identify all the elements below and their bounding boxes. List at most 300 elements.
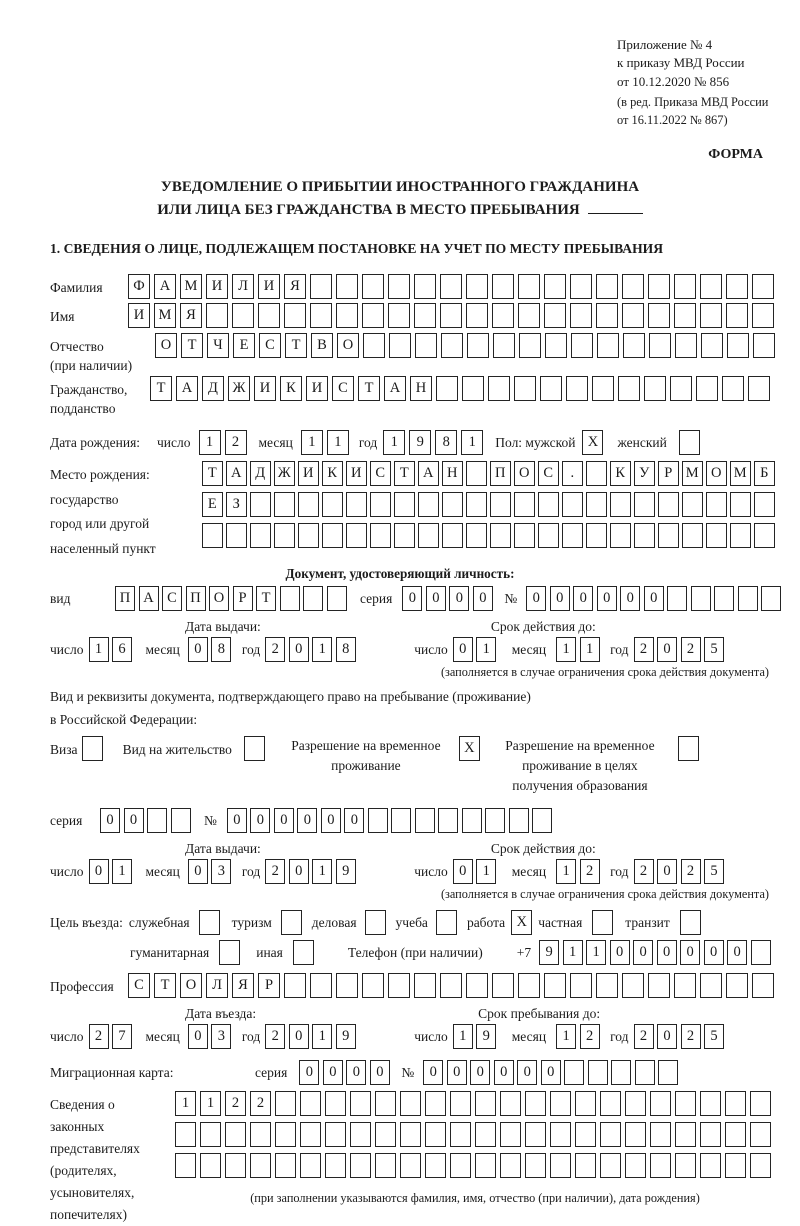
char-cell[interactable]: С	[332, 376, 354, 401]
char-cell[interactable]	[564, 1060, 584, 1085]
char-cell[interactable]	[550, 1091, 571, 1116]
char-cell[interactable]	[250, 1153, 271, 1178]
char-cell[interactable]	[650, 1122, 671, 1147]
char-cell[interactable]	[325, 1091, 346, 1116]
char-cell[interactable]: 0	[470, 1060, 490, 1085]
char-cell[interactable]: 2	[89, 1024, 109, 1049]
char-cell[interactable]	[425, 1122, 446, 1147]
char-cell[interactable]: 0	[188, 1024, 208, 1049]
char-cell[interactable]: 1	[312, 1024, 332, 1049]
char-cell[interactable]	[570, 303, 592, 328]
char-cell[interactable]	[596, 973, 618, 998]
char-cell[interactable]: У	[634, 461, 655, 486]
char-cell[interactable]	[674, 973, 696, 998]
char-cell[interactable]	[682, 523, 703, 548]
char-cell[interactable]	[415, 333, 437, 358]
char-cell[interactable]	[623, 333, 645, 358]
char-cell[interactable]	[298, 492, 319, 517]
char-cell[interactable]: Т	[154, 973, 176, 998]
char-cell[interactable]	[650, 1153, 671, 1178]
char-cell[interactable]: 0	[526, 586, 546, 611]
char-cell[interactable]: И	[128, 303, 150, 328]
char-cell[interactable]	[586, 461, 607, 486]
char-cell[interactable]	[525, 1122, 546, 1147]
char-cell[interactable]	[675, 1091, 696, 1116]
char-cell[interactable]	[706, 523, 727, 548]
char-cell[interactable]	[648, 973, 670, 998]
char-cell[interactable]	[492, 274, 514, 299]
char-cell[interactable]	[600, 1122, 621, 1147]
char-cell[interactable]: 2	[225, 430, 247, 455]
char-cell[interactable]: Я	[232, 973, 254, 998]
char-cell[interactable]	[250, 1122, 271, 1147]
char-cell[interactable]: П	[115, 586, 135, 611]
char-cell[interactable]	[570, 973, 592, 998]
char-cell[interactable]	[700, 1122, 721, 1147]
char-cell[interactable]: 1	[556, 859, 576, 884]
char-cell[interactable]: 0	[644, 586, 664, 611]
char-cell[interactable]	[730, 523, 751, 548]
char-cell[interactable]: 5	[704, 1024, 724, 1049]
char-cell[interactable]	[575, 1122, 596, 1147]
char-cell[interactable]	[462, 808, 482, 833]
purpose-study-checkbox[interactable]	[436, 910, 457, 935]
char-cell[interactable]	[752, 303, 774, 328]
char-cell[interactable]	[586, 492, 607, 517]
char-cell[interactable]	[450, 1091, 471, 1116]
char-cell[interactable]: Е	[202, 492, 223, 517]
purpose-business-checkbox[interactable]	[365, 910, 386, 935]
char-cell[interactable]: М	[682, 461, 703, 486]
char-cell[interactable]	[171, 808, 191, 833]
visa-checkbox[interactable]	[82, 736, 103, 761]
char-cell[interactable]: 0	[620, 586, 640, 611]
char-cell[interactable]	[232, 303, 254, 328]
char-cell[interactable]: 0	[299, 1060, 319, 1085]
char-cell[interactable]: И	[206, 274, 228, 299]
char-cell[interactable]	[586, 523, 607, 548]
char-cell[interactable]: И	[298, 461, 319, 486]
char-cell[interactable]	[625, 1153, 646, 1178]
char-cell[interactable]: 1	[175, 1091, 196, 1116]
char-cell[interactable]: 1	[312, 859, 332, 884]
char-cell[interactable]	[492, 303, 514, 328]
char-cell[interactable]	[500, 1153, 521, 1178]
char-cell[interactable]: Т	[394, 461, 415, 486]
char-cell[interactable]	[562, 523, 583, 548]
char-cell[interactable]: 7	[112, 1024, 132, 1049]
char-cell[interactable]	[682, 492, 703, 517]
char-cell[interactable]: Н	[410, 376, 432, 401]
char-cell[interactable]: 1	[312, 637, 332, 662]
char-cell[interactable]	[725, 1153, 746, 1178]
char-cell[interactable]	[575, 1153, 596, 1178]
char-cell[interactable]: А	[418, 461, 439, 486]
char-cell[interactable]	[667, 586, 687, 611]
char-cell[interactable]	[206, 303, 228, 328]
char-cell[interactable]	[634, 523, 655, 548]
char-cell[interactable]: 0	[297, 808, 317, 833]
char-cell[interactable]	[519, 333, 541, 358]
char-cell[interactable]: 0	[124, 808, 144, 833]
char-cell[interactable]: 1	[563, 940, 583, 965]
char-cell[interactable]	[550, 1153, 571, 1178]
char-cell[interactable]: 0	[449, 586, 469, 611]
char-cell[interactable]	[634, 492, 655, 517]
char-cell[interactable]: 1	[89, 637, 109, 662]
char-cell[interactable]: Т	[256, 586, 276, 611]
char-cell[interactable]	[514, 376, 536, 401]
char-cell[interactable]: 6	[112, 637, 132, 662]
char-cell[interactable]	[375, 1122, 396, 1147]
char-cell[interactable]	[544, 303, 566, 328]
purpose-other-checkbox[interactable]	[293, 940, 314, 965]
char-cell[interactable]: Б	[754, 461, 775, 486]
char-cell[interactable]: 9	[336, 859, 356, 884]
char-cell[interactable]	[362, 274, 384, 299]
char-cell[interactable]	[440, 303, 462, 328]
char-cell[interactable]	[618, 376, 640, 401]
char-cell[interactable]: С	[259, 333, 281, 358]
char-cell[interactable]	[368, 808, 388, 833]
char-cell[interactable]	[438, 808, 458, 833]
char-cell[interactable]	[611, 1060, 631, 1085]
char-cell[interactable]: Т	[150, 376, 172, 401]
char-cell[interactable]: Я	[180, 303, 202, 328]
char-cell[interactable]: 2	[580, 1024, 600, 1049]
char-cell[interactable]: 0	[289, 1024, 309, 1049]
char-cell[interactable]: 0	[550, 586, 570, 611]
char-cell[interactable]	[336, 274, 358, 299]
char-cell[interactable]	[701, 333, 723, 358]
purpose-humanitarian-checkbox[interactable]	[219, 940, 240, 965]
char-cell[interactable]	[274, 492, 295, 517]
char-cell[interactable]: И	[346, 461, 367, 486]
char-cell[interactable]	[490, 492, 511, 517]
char-cell[interactable]	[730, 492, 751, 517]
char-cell[interactable]: 1	[112, 859, 132, 884]
sex-female-checkbox[interactable]	[679, 430, 700, 455]
char-cell[interactable]: А	[176, 376, 198, 401]
char-cell[interactable]: О	[514, 461, 535, 486]
char-cell[interactable]	[466, 461, 487, 486]
char-cell[interactable]: 1	[476, 637, 496, 662]
char-cell[interactable]: 0	[657, 637, 677, 662]
char-cell[interactable]	[327, 586, 347, 611]
char-cell[interactable]: И	[306, 376, 328, 401]
char-cell[interactable]	[500, 1091, 521, 1116]
char-cell[interactable]: С	[162, 586, 182, 611]
char-cell[interactable]	[752, 274, 774, 299]
char-cell[interactable]	[310, 303, 332, 328]
char-cell[interactable]	[625, 1091, 646, 1116]
char-cell[interactable]	[532, 808, 552, 833]
char-cell[interactable]	[538, 492, 559, 517]
char-cell[interactable]	[298, 523, 319, 548]
char-cell[interactable]	[300, 1122, 321, 1147]
char-cell[interactable]	[562, 492, 583, 517]
char-cell[interactable]: 0	[402, 586, 422, 611]
char-cell[interactable]: 9	[476, 1024, 496, 1049]
char-cell[interactable]	[485, 808, 505, 833]
char-cell[interactable]: О	[337, 333, 359, 358]
char-cell[interactable]: 0	[573, 586, 593, 611]
char-cell[interactable]	[625, 1122, 646, 1147]
char-cell[interactable]	[250, 523, 271, 548]
char-cell[interactable]: 1	[383, 430, 405, 455]
char-cell[interactable]	[400, 1153, 421, 1178]
char-cell[interactable]	[258, 303, 280, 328]
char-cell[interactable]	[415, 808, 435, 833]
char-cell[interactable]	[467, 333, 489, 358]
char-cell[interactable]: А	[226, 461, 247, 486]
char-cell[interactable]	[748, 376, 770, 401]
char-cell[interactable]: Р	[658, 461, 679, 486]
char-cell[interactable]: 0	[633, 940, 653, 965]
char-cell[interactable]	[751, 940, 771, 965]
char-cell[interactable]	[275, 1091, 296, 1116]
char-cell[interactable]: 0	[447, 1060, 467, 1085]
char-cell[interactable]	[493, 333, 515, 358]
char-cell[interactable]: 1	[199, 430, 221, 455]
char-cell[interactable]	[466, 973, 488, 998]
char-cell[interactable]: С	[128, 973, 150, 998]
char-cell[interactable]	[750, 1091, 771, 1116]
char-cell[interactable]	[725, 1091, 746, 1116]
char-cell[interactable]: А	[139, 586, 159, 611]
char-cell[interactable]: 8	[435, 430, 457, 455]
char-cell[interactable]: Л	[206, 973, 228, 998]
char-cell[interactable]	[336, 973, 358, 998]
char-cell[interactable]: 1	[301, 430, 323, 455]
char-cell[interactable]: М	[180, 274, 202, 299]
char-cell[interactable]	[570, 274, 592, 299]
char-cell[interactable]: .	[562, 461, 583, 486]
char-cell[interactable]: 0	[321, 808, 341, 833]
char-cell[interactable]	[490, 523, 511, 548]
char-cell[interactable]: С	[370, 461, 391, 486]
char-cell[interactable]	[622, 303, 644, 328]
char-cell[interactable]	[700, 973, 722, 998]
char-cell[interactable]: Т	[181, 333, 203, 358]
purpose-official-checkbox[interactable]	[199, 910, 220, 935]
char-cell[interactable]	[147, 808, 167, 833]
char-cell[interactable]	[648, 274, 670, 299]
char-cell[interactable]: 2	[634, 1024, 654, 1049]
char-cell[interactable]	[303, 586, 323, 611]
char-cell[interactable]	[441, 333, 463, 358]
char-cell[interactable]: З	[226, 492, 247, 517]
char-cell[interactable]: 3	[211, 859, 231, 884]
char-cell[interactable]: Я	[284, 274, 306, 299]
char-cell[interactable]	[750, 1122, 771, 1147]
char-cell[interactable]	[566, 376, 588, 401]
char-cell[interactable]	[325, 1153, 346, 1178]
char-cell[interactable]: Т	[285, 333, 307, 358]
char-cell[interactable]: 9	[336, 1024, 356, 1049]
char-cell[interactable]	[414, 274, 436, 299]
char-cell[interactable]	[436, 376, 458, 401]
char-cell[interactable]: 2	[681, 859, 701, 884]
char-cell[interactable]: 0	[274, 808, 294, 833]
char-cell[interactable]	[394, 523, 415, 548]
char-cell[interactable]: А	[384, 376, 406, 401]
char-cell[interactable]	[509, 808, 529, 833]
char-cell[interactable]	[425, 1153, 446, 1178]
char-cell[interactable]: К	[280, 376, 302, 401]
char-cell[interactable]: Н	[442, 461, 463, 486]
char-cell[interactable]: 8	[211, 637, 231, 662]
char-cell[interactable]: Т	[358, 376, 380, 401]
char-cell[interactable]	[284, 303, 306, 328]
char-cell[interactable]	[600, 1153, 621, 1178]
char-cell[interactable]	[370, 492, 391, 517]
char-cell[interactable]: 0	[370, 1060, 390, 1085]
char-cell[interactable]: Е	[233, 333, 255, 358]
char-cell[interactable]	[346, 492, 367, 517]
char-cell[interactable]: 1	[461, 430, 483, 455]
char-cell[interactable]: В	[311, 333, 333, 358]
char-cell[interactable]	[596, 303, 618, 328]
char-cell[interactable]	[596, 274, 618, 299]
char-cell[interactable]	[514, 523, 535, 548]
char-cell[interactable]	[442, 492, 463, 517]
char-cell[interactable]: 0	[227, 808, 247, 833]
char-cell[interactable]	[425, 1091, 446, 1116]
char-cell[interactable]	[225, 1153, 246, 1178]
char-cell[interactable]	[658, 523, 679, 548]
char-cell[interactable]	[450, 1153, 471, 1178]
char-cell[interactable]: 2	[580, 859, 600, 884]
char-cell[interactable]	[362, 973, 384, 998]
char-cell[interactable]	[754, 523, 775, 548]
char-cell[interactable]: П	[490, 461, 511, 486]
char-cell[interactable]	[726, 973, 748, 998]
char-cell[interactable]	[388, 274, 410, 299]
temp-residence-edu-checkbox[interactable]	[678, 736, 699, 761]
temp-residence-checkbox[interactable]: X	[459, 736, 480, 761]
char-cell[interactable]	[592, 376, 614, 401]
char-cell[interactable]	[200, 1153, 221, 1178]
char-cell[interactable]	[350, 1091, 371, 1116]
char-cell[interactable]	[675, 333, 697, 358]
char-cell[interactable]	[250, 492, 271, 517]
char-cell[interactable]	[700, 274, 722, 299]
char-cell[interactable]: И	[258, 274, 280, 299]
char-cell[interactable]: Ф	[128, 274, 150, 299]
char-cell[interactable]: О	[180, 973, 202, 998]
char-cell[interactable]: 0	[517, 1060, 537, 1085]
char-cell[interactable]	[725, 1122, 746, 1147]
char-cell[interactable]	[466, 303, 488, 328]
char-cell[interactable]	[275, 1122, 296, 1147]
char-cell[interactable]	[475, 1122, 496, 1147]
char-cell[interactable]	[389, 333, 411, 358]
char-cell[interactable]	[500, 1122, 521, 1147]
char-cell[interactable]: К	[610, 461, 631, 486]
char-cell[interactable]: Т	[202, 461, 223, 486]
purpose-transit-checkbox[interactable]	[680, 910, 701, 935]
char-cell[interactable]: 0	[610, 940, 630, 965]
residence-permit-checkbox[interactable]	[244, 736, 265, 761]
char-cell[interactable]	[518, 303, 540, 328]
char-cell[interactable]: 1	[580, 637, 600, 662]
char-cell[interactable]: 0	[250, 808, 270, 833]
char-cell[interactable]	[362, 303, 384, 328]
char-cell[interactable]: 1	[586, 940, 606, 965]
char-cell[interactable]	[754, 492, 775, 517]
char-cell[interactable]	[658, 1060, 678, 1085]
char-cell[interactable]: 0	[680, 940, 700, 965]
char-cell[interactable]: Д	[202, 376, 224, 401]
char-cell[interactable]: 5	[704, 859, 724, 884]
char-cell[interactable]: 1	[476, 859, 496, 884]
char-cell[interactable]: 0	[727, 940, 747, 965]
char-cell[interactable]	[727, 333, 749, 358]
char-cell[interactable]	[571, 333, 593, 358]
char-cell[interactable]: О	[209, 586, 229, 611]
char-cell[interactable]	[414, 973, 436, 998]
char-cell[interactable]	[726, 274, 748, 299]
char-cell[interactable]	[414, 303, 436, 328]
char-cell[interactable]: 0	[597, 586, 617, 611]
char-cell[interactable]: М	[154, 303, 176, 328]
char-cell[interactable]: П	[186, 586, 206, 611]
char-cell[interactable]: 0	[423, 1060, 443, 1085]
char-cell[interactable]: 0	[473, 586, 493, 611]
char-cell[interactable]	[722, 376, 744, 401]
char-cell[interactable]	[597, 333, 619, 358]
char-cell[interactable]	[675, 1153, 696, 1178]
char-cell[interactable]	[325, 1122, 346, 1147]
char-cell[interactable]: 1	[200, 1091, 221, 1116]
char-cell[interactable]	[350, 1122, 371, 1147]
char-cell[interactable]	[310, 274, 332, 299]
char-cell[interactable]	[202, 523, 223, 548]
char-cell[interactable]: 1	[556, 1024, 576, 1049]
char-cell[interactable]	[750, 1153, 771, 1178]
char-cell[interactable]: 0	[453, 637, 473, 662]
char-cell[interactable]	[300, 1153, 321, 1178]
char-cell[interactable]	[738, 586, 758, 611]
char-cell[interactable]: 0	[494, 1060, 514, 1085]
char-cell[interactable]	[649, 333, 671, 358]
char-cell[interactable]: О	[706, 461, 727, 486]
char-cell[interactable]: Л	[232, 274, 254, 299]
char-cell[interactable]	[274, 523, 295, 548]
char-cell[interactable]: 3	[211, 1024, 231, 1049]
char-cell[interactable]	[442, 523, 463, 548]
char-cell[interactable]	[284, 973, 306, 998]
char-cell[interactable]	[648, 303, 670, 328]
char-cell[interactable]	[650, 1091, 671, 1116]
char-cell[interactable]: С	[538, 461, 559, 486]
char-cell[interactable]: 0	[344, 808, 364, 833]
char-cell[interactable]	[696, 376, 718, 401]
char-cell[interactable]	[675, 1122, 696, 1147]
char-cell[interactable]	[525, 1091, 546, 1116]
char-cell[interactable]	[635, 1060, 655, 1085]
char-cell[interactable]	[700, 303, 722, 328]
char-cell[interactable]	[394, 492, 415, 517]
char-cell[interactable]: 0	[657, 859, 677, 884]
char-cell[interactable]: Ч	[207, 333, 229, 358]
char-cell[interactable]	[575, 1091, 596, 1116]
char-cell[interactable]: 2	[634, 859, 654, 884]
char-cell[interactable]: 0	[426, 586, 446, 611]
char-cell[interactable]	[492, 973, 514, 998]
char-cell[interactable]: Ж	[228, 376, 250, 401]
